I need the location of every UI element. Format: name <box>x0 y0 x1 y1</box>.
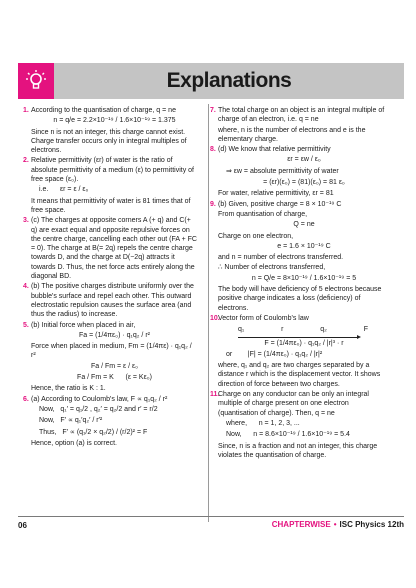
answer-text: The total charge on an object is an integral multiple of charge of an electron, i.e. q = ne <box>218 107 385 124</box>
book-subject: ISC Physics 12th <box>339 520 404 529</box>
answer-8 <box>210 145 390 198</box>
answer-text: (b) Given, positive charge = 8 × 10⁻¹⁹ C <box>218 200 342 208</box>
equation: n = 8.6×10⁻¹⁹ / 1.6×10⁻¹⁹ = 5.4 <box>253 431 350 439</box>
equation: ⇒ εw = absolute permittivity of water <box>226 167 339 175</box>
answer-note: Since, n is a fraction and not an integer, this charge violates the quantisation of charge. <box>218 442 378 459</box>
charge-q1-label: q₁ <box>238 326 245 334</box>
answer-number: 8. <box>210 146 216 154</box>
answer-5 <box>23 321 198 394</box>
answer-text: (d) We know that relative permittivity <box>218 146 331 154</box>
answer-9 <box>210 200 390 313</box>
equation: Fa / Fm = K <box>77 374 114 382</box>
vector-diagram-labels <box>238 325 368 334</box>
answer-4 <box>23 282 198 319</box>
answer-text: and n = number of electrons transferred. <box>218 254 344 262</box>
answer-number: 4. <box>23 283 29 291</box>
equation: F′ ∝ (q₁/2 × q₂/2) / (r/2)² = F <box>62 428 148 436</box>
lightbulb-icon <box>18 63 54 99</box>
equation: n = Q/e = 8×10⁻¹⁹ / 1.6×10⁻¹⁹ = 5 <box>251 274 357 282</box>
equation: Fa = (1/4πε₀) · q₁q₂ / r² <box>79 331 150 339</box>
equation: εr = εw / ε₀ <box>287 156 321 164</box>
answer-number: 11. <box>210 391 220 399</box>
equation-label: Now, <box>39 405 55 413</box>
equation-label: Now, <box>226 431 242 439</box>
answer-number: 10. <box>210 314 220 322</box>
answer-note: where, n is the number of electrons and e is the elementary charge. <box>218 126 366 143</box>
answer-text: ∴ Number of electrons transferred, <box>218 264 326 272</box>
equation: = (εr)(ε₀) = (81)(ε₀) = 81 ε₀ <box>263 179 345 187</box>
left-column <box>23 106 198 449</box>
answer-note: where, q₁ and q₂ are two charges separated by a distance r which is the displacement vector. It shows direction of force between two charges. <box>218 362 381 388</box>
answer-note: The body will have deficiency of 5 electrons because positive charge indicates a loss (deficiency) of electrons. <box>218 286 382 312</box>
answer-number: 2. <box>23 157 29 165</box>
answer-text: Charge on one electron, <box>218 232 294 240</box>
footer-rule <box>18 516 404 517</box>
equation: Q = ne <box>293 221 315 229</box>
answer-2 <box>23 156 198 215</box>
footer-brand <box>272 520 404 529</box>
answer-note: For water, relative permittivity, εr = 81 <box>218 190 334 198</box>
vector-arrow <box>238 337 358 338</box>
answer-1 <box>23 106 198 155</box>
equation: e = 1.6 × 10⁻¹⁹ C <box>277 242 331 250</box>
page-title: Explanations <box>166 69 292 92</box>
distance-r-label: r <box>281 326 284 334</box>
equation: n = q/e = 2.2×10⁻¹⁹ / 1.6×10⁻¹⁹ = 1.375 <box>53 117 176 125</box>
equation: εr = ε / ε₀ <box>60 186 89 194</box>
equation: F = (1/4πε₀) · q₁q₂ / |r|³ · r <box>264 339 344 347</box>
answer-text: (a) According to Coulomb's law, F ∝ q₁q₂ / r² <box>31 395 168 403</box>
equation: Fa / Fm = ε / ε₀ <box>90 362 139 370</box>
answer-number: 1. <box>23 107 29 114</box>
equation: n = 1, 2, 3, ... <box>258 419 300 427</box>
answer-text: Vector form of Coulomb's law <box>218 314 309 322</box>
answer-note: Since n is not an integer, this charge cannot exist. Charge transfer occurs only in integral multiples of electrons. <box>31 128 187 155</box>
answer-number: 3. <box>23 217 29 225</box>
page-number: 06 <box>18 521 27 530</box>
answer-text: (b) The positive charges distribute uniformly over the bubble's surface and repel each other. This outward electrostatic repulsion causes the surface area (and thus the radius) to increase. <box>31 283 194 319</box>
answer-number: 7. <box>210 107 216 114</box>
equation-note: (ε = Kε₀) <box>125 374 152 382</box>
answer-text: Charge on any conductor can be only an integral multiple of charge present on one electron (quantisation of charge). Then, q = ne <box>218 391 369 417</box>
equation: |F| = (1/4πε₀) · q₁q₂ / |r|² <box>247 350 323 358</box>
answer-text: According to the quantisation of charge, q = ne <box>31 107 176 114</box>
answer-text: (c) The charges at opposite corners A (+ q) and C(+ q) are exact equal and opposite repulsive forces on the centre charge, cancelling each other out (FA + FC = 0). The charge at B(= 2q) repels the centre charge towards D, and the charge at D(−2q) attracts it towards D. Thus, the net force acts entirely along the diagonal BD. <box>31 217 197 281</box>
answer-number: 5. <box>23 321 29 329</box>
equation-label: Now, <box>39 417 55 425</box>
answer-note: Hence, option (a) is correct. <box>31 439 117 447</box>
equation: q₁′ = q₁/2 , q₂′ = q₂/2 and r′ = r/2 <box>60 405 158 413</box>
equation-label: i.e. <box>39 186 49 194</box>
answer-number: 9. <box>210 200 216 208</box>
answer-11 <box>210 390 390 460</box>
answer-text: Force when placed in medium, Fm = (1/4πε) · q₁q₂ / r² <box>31 343 192 360</box>
brand-separator: • <box>333 520 337 529</box>
answer-10 <box>210 314 390 389</box>
answer-text: Relative permittivity (εr) of water is the ratio of absolute permittivity of a medium (ε) to permittivity of free space (ε₀). <box>31 157 195 184</box>
answer-note: Hence, the ratio is K : 1. <box>31 385 106 393</box>
answer-3 <box>23 216 198 281</box>
equation: F′ ∝ q₁′q₂′ / r′² <box>60 417 103 425</box>
column-divider <box>208 104 209 522</box>
answer-7 <box>210 106 390 144</box>
brand-name: CHAPTERWISE <box>271 520 331 529</box>
charge-q2-label: q₂ <box>320 326 327 334</box>
answer-text: (b) Initial force when placed in air, <box>31 321 136 329</box>
answer-6 <box>23 395 198 448</box>
force-f-label: F <box>363 326 368 334</box>
answer-note: It means that permittivity of water is 81 times that of free space. <box>31 197 191 214</box>
equation-label: Thus, <box>39 428 57 436</box>
answer-text: From quantisation of charge, <box>218 210 308 218</box>
answer-number: 6. <box>23 395 29 403</box>
right-column <box>210 106 390 461</box>
equation-label: where, <box>226 419 248 427</box>
equation-label: or <box>226 350 233 358</box>
